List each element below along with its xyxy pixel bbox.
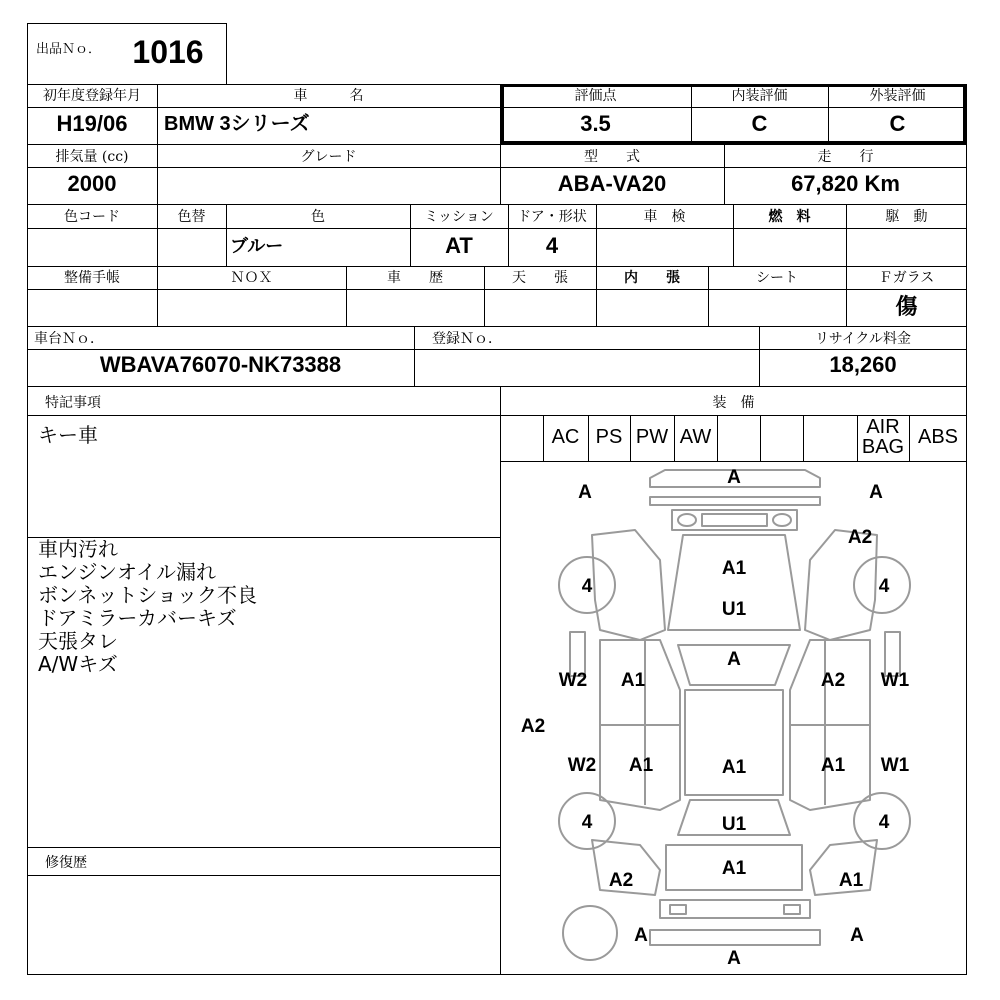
maintenance-label: 整備手帳 <box>64 270 120 286</box>
damage-mark-left-rear-door-a: A1 <box>628 755 654 776</box>
chassis-value: WBAVA76070-NK73388 <box>99 352 342 377</box>
inspection-label: 車 検 <box>643 209 686 225</box>
damage-mark-rear-bumper: A <box>727 948 741 969</box>
damage-mark-tire-rear-left: 4 <box>581 812 593 833</box>
damage-mark-right-rear-door-w: W1 <box>880 755 910 776</box>
drive-label: 駆 動 <box>885 209 928 225</box>
recycle-label: リサイクル料金 <box>814 331 912 347</box>
damage-mark-left-front-door-w: W2 <box>558 670 588 691</box>
rear-light-left <box>670 905 686 914</box>
nox-label: ＮＯＸ <box>230 270 273 286</box>
damage-mark-left-rear-fender: A2 <box>608 870 634 891</box>
name-value: BMW 3シリーズ <box>164 113 310 135</box>
damage-mark-trunk-a1: A1 <box>721 858 747 879</box>
name-label: 車 名 <box>293 88 364 104</box>
damage-mark-tire-front-left: 4 <box>581 576 593 597</box>
rear-bumper-outline <box>660 900 810 918</box>
left-front-fender-outline <box>592 530 665 640</box>
damage-mark-right-rear-door-a: A1 <box>820 755 846 776</box>
score-value: 3.5 <box>580 111 611 136</box>
model-label: 型 式 <box>584 149 640 165</box>
reg-label: 初年度登録年月 <box>43 88 141 104</box>
equipment-airbag: AIR BAG <box>861 416 905 458</box>
equipment-label: 装 備 <box>712 395 755 411</box>
damage-mark-hood-a1: A1 <box>721 558 747 579</box>
repaint-label: 色替 <box>177 209 206 225</box>
grille-kidney-left <box>678 514 696 526</box>
interior-trim-label: 内 張 <box>624 270 680 286</box>
color-value: ブルー <box>230 236 284 256</box>
recycle-value: 18,260 <box>829 352 897 377</box>
equipment-ac: AC <box>551 426 580 448</box>
colorcode-label: 色コード <box>64 209 120 225</box>
damage-mark-left-front-door-a: A1 <box>620 670 646 691</box>
mileage-label: 走 行 <box>817 149 874 165</box>
model-value: ABA-VA20 <box>557 171 667 196</box>
color-label: 色 <box>311 209 325 225</box>
damage-mark-right-rear-fender: A1 <box>838 870 864 891</box>
exterior-grade-value: C <box>889 111 906 136</box>
damage-mark-right-front-fender: A2 <box>847 527 873 548</box>
rear-bumper-lower <box>650 930 820 945</box>
damage-mark-right-front-door-w: W1 <box>880 670 910 691</box>
lot-label: 出品Ｎｏ． <box>36 42 102 57</box>
damage-mark-rear-right-corner: A <box>850 925 864 946</box>
score-label: 評価点 <box>574 88 617 104</box>
history-label: 車 歴 <box>387 270 443 286</box>
notes-label: 特記事項 <box>45 395 101 411</box>
fglass-value: 傷 <box>895 294 918 320</box>
displacement-label: 排気量 (cc) <box>55 149 129 165</box>
grille-plate <box>702 514 767 526</box>
lot-number: 1016 <box>132 34 204 70</box>
door-value: 4 <box>545 233 559 258</box>
damage-mark-front-left-corner: A <box>578 482 592 503</box>
car-diagram <box>500 462 966 974</box>
interior-grade-value: C <box>751 111 768 136</box>
rear-light-right <box>784 905 800 914</box>
damage-mark-rear-left-corner: A <box>634 925 648 946</box>
grade-label: グレード <box>300 149 357 165</box>
equipment-ps: PS <box>595 426 623 448</box>
repair-label: 修復歴 <box>45 855 87 871</box>
damage-mark-windshield: A <box>727 649 741 670</box>
spare-tire <box>563 906 617 960</box>
damage-mark-left-rear-door-w: W2 <box>567 755 597 776</box>
damage-mark-rear-glass-u1: U1 <box>721 814 747 835</box>
damage-mark-right-front-door-a: A2 <box>820 670 846 691</box>
front-bumper-lower <box>650 497 820 505</box>
reg-value: H19/06 <box>56 111 128 136</box>
mission-value: AT <box>445 233 473 258</box>
fuel-label: 燃 料 <box>768 209 811 225</box>
damage-mark-roof-a1: A1 <box>721 757 747 778</box>
roof-label: 天 張 <box>512 270 568 286</box>
damage-mark-tire-rear-right: 4 <box>878 812 890 833</box>
mission-label: ミッション <box>424 209 494 225</box>
damage-mark-tire-front-right: 4 <box>878 576 890 597</box>
grille-kidney-right <box>773 514 791 526</box>
damage-mark-left-side-a2: A2 <box>520 716 546 737</box>
damage-mark-front-bumper: A <box>727 467 741 488</box>
seat-label: シート <box>756 270 798 286</box>
regno-label: 登録Ｎｏ． <box>432 331 502 347</box>
damage-mark-front-right-corner: A <box>869 482 883 503</box>
door-label: ドア・形状 <box>517 209 587 225</box>
exterior-grade-label: 外装評価 <box>869 88 926 104</box>
interior-grade-label: 内装評価 <box>731 88 788 104</box>
equipment-aw: AW <box>679 426 712 448</box>
notes-text-1: キー車 <box>38 423 98 447</box>
damage-mark-hood-u1: U1 <box>721 599 747 620</box>
notes-text-2: 車内汚れ エンジンオイル漏れ ボンネットショック不良 ドアミラーカバーキズ 天張タレ A/Wキズ <box>38 537 257 676</box>
mileage-value: 67,820 Km <box>791 171 900 196</box>
displacement-value: 2000 <box>67 171 117 196</box>
equipment-abs: ABS <box>917 426 959 448</box>
equipment-pw: PW <box>635 426 669 448</box>
roof-outline <box>685 690 783 795</box>
fglass-label: Ｆガラス <box>878 270 935 286</box>
chassis-label: 車台Ｎｏ． <box>34 331 104 347</box>
